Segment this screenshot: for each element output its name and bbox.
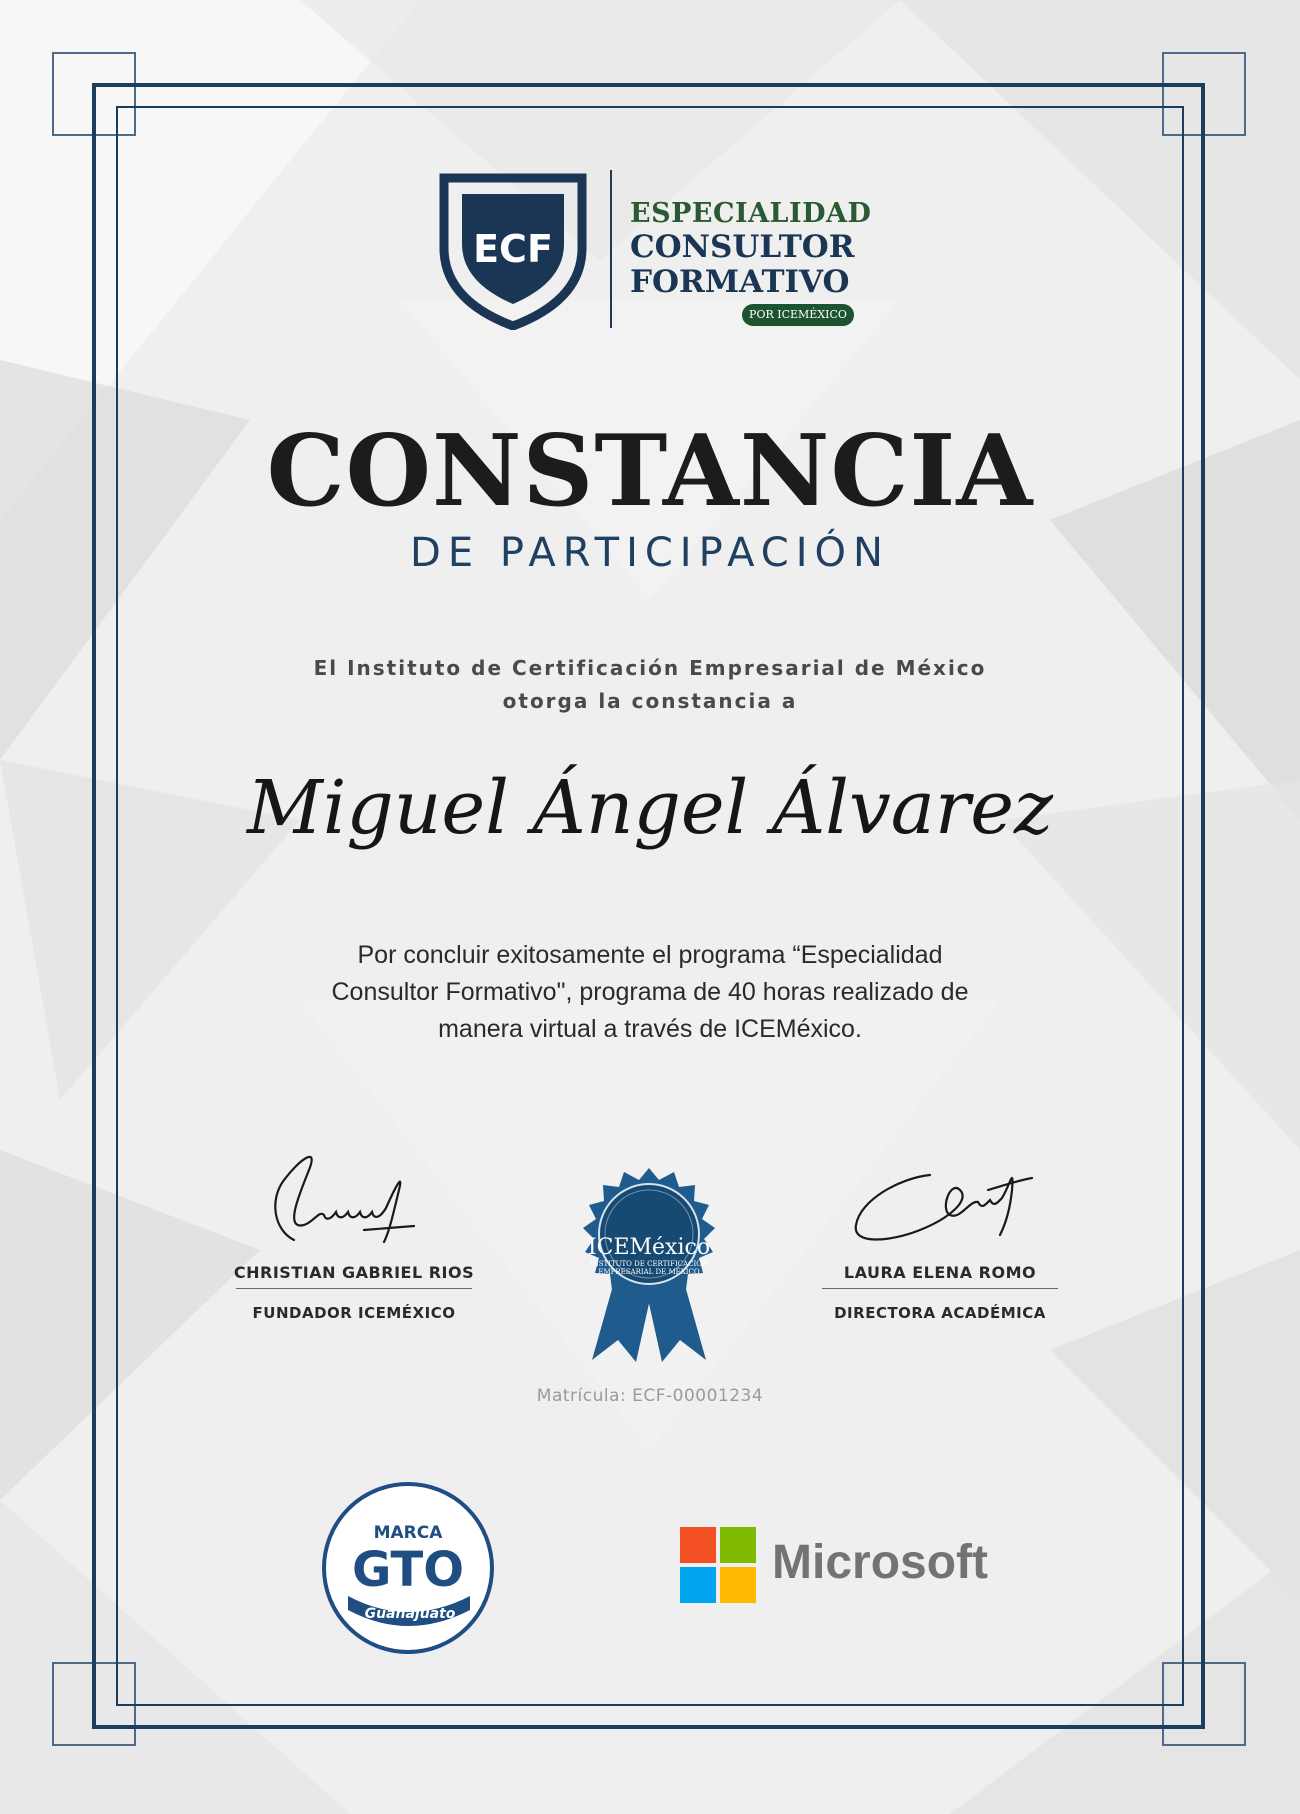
svg-text:MARCA: MARCA bbox=[373, 1523, 443, 1543]
certificate-subtitle: DE PARTICIPACIÓN bbox=[410, 530, 890, 576]
logo-badge: POR ICEMÉXICO bbox=[742, 304, 854, 326]
description bbox=[0, 937, 1300, 1048]
description-line-2: Consultor Formativo", programa de 40 horas realizado de bbox=[331, 978, 969, 1006]
svg-text:ECF: ECF bbox=[473, 227, 553, 271]
description-line-3: manera virtual a través de ICEMéxico. bbox=[438, 1015, 862, 1043]
seal-main-text: ICEMéxico bbox=[587, 1235, 711, 1260]
intro-line-1: El Instituto de Certificación Empresarial de México bbox=[313, 656, 987, 680]
recipient-name: Miguel Ángel Álvarez bbox=[246, 765, 1054, 851]
matricula: Matrícula: ECF-00001234 bbox=[536, 1386, 764, 1406]
logo-line-2: CONSULTOR bbox=[630, 229, 855, 265]
logo-line-1: ESPECIALIDAD bbox=[630, 198, 872, 229]
icemexico-seal bbox=[556, 1162, 742, 1362]
shield-icon bbox=[432, 170, 594, 330]
seal-sub-text-1: INSTITUTO DE CERTIFICACIÓN bbox=[589, 1260, 709, 1268]
microsoft-logo bbox=[680, 1527, 1020, 1603]
svg-text:GTO: GTO bbox=[351, 1542, 465, 1598]
logo-divider bbox=[610, 170, 612, 328]
logo-line-3: FORMATIVO bbox=[630, 264, 850, 300]
microsoft-windows-icon bbox=[680, 1527, 756, 1603]
svg-text:Guanajuato: Guanajuato bbox=[364, 1606, 456, 1622]
intro-text bbox=[0, 652, 1300, 718]
marca-gto-logo bbox=[318, 1478, 498, 1658]
intro-line-2: otorga la constancia a bbox=[502, 689, 798, 713]
signature-director bbox=[800, 1130, 1080, 1270]
signature-name: CHRISTIAN GABRIEL RIOS bbox=[233, 1263, 475, 1282]
certificate-title: CONSTANCIA bbox=[266, 414, 1034, 529]
signature-role: DIRECTORA ACADÉMICA bbox=[834, 1304, 1046, 1322]
signature-name: LAURA ELENA ROMO bbox=[843, 1263, 1037, 1282]
description-line-1: Por concluir exitosamente el programa “Especialidad bbox=[357, 941, 943, 969]
signature-line bbox=[822, 1288, 1058, 1289]
inner-border bbox=[116, 106, 1184, 1706]
signature-line bbox=[236, 1288, 472, 1289]
seal-text bbox=[556, 1236, 742, 1276]
signature-founder bbox=[214, 1130, 494, 1270]
seal-sub-text-2: EMPRESARIAL DE MÉXICO bbox=[598, 1268, 700, 1276]
ecf-logo bbox=[432, 160, 872, 336]
signature-role: FUNDADOR ICEMÉXICO bbox=[252, 1304, 456, 1322]
microsoft-wordmark: Microsoft bbox=[772, 1536, 988, 1589]
